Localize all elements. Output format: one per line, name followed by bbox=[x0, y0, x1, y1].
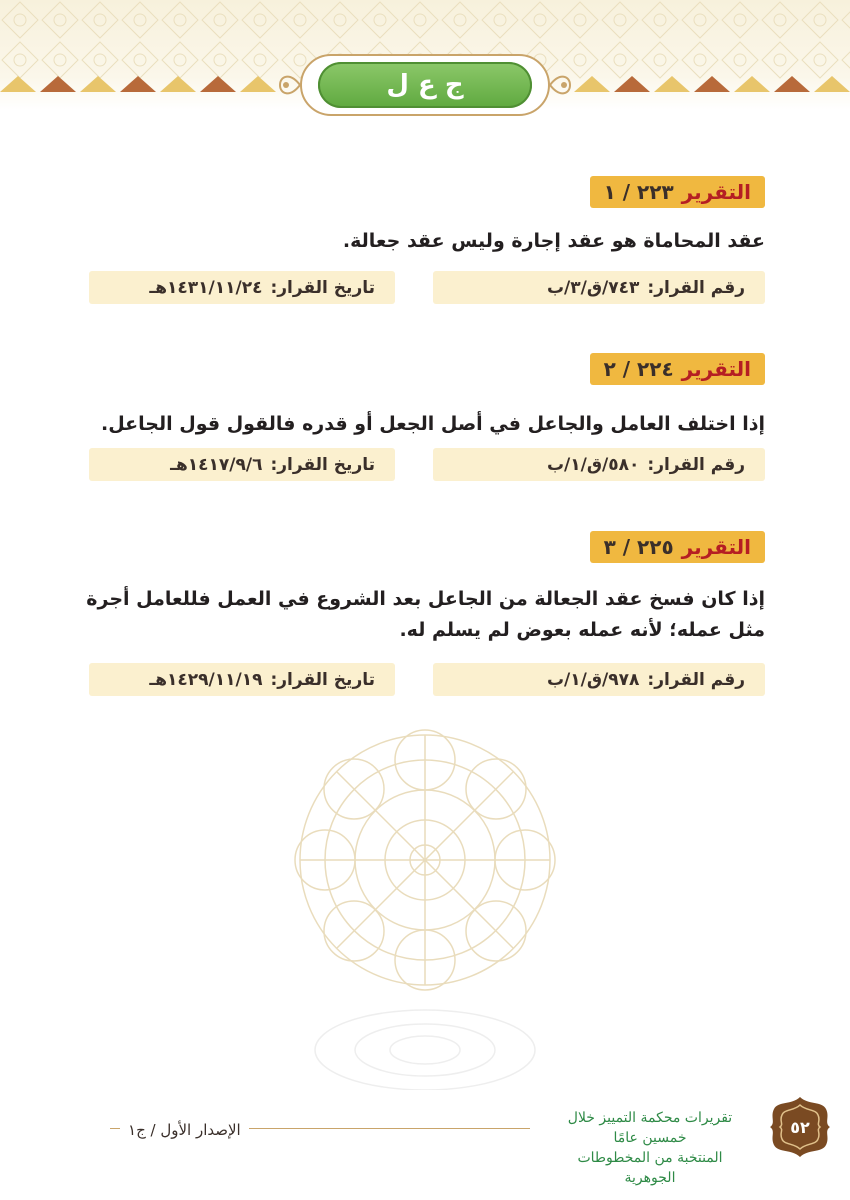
report-label-word: التقرير bbox=[681, 535, 751, 559]
decision-date-label: تاريخ القرار: bbox=[270, 454, 375, 475]
book-title-line-2: المنتخبة من المخطوطات الجوهرية bbox=[577, 1150, 723, 1186]
decision-date-box bbox=[89, 448, 395, 481]
page-number-badge bbox=[768, 1095, 832, 1159]
decision-date-box bbox=[89, 271, 395, 304]
rosette-ornament bbox=[280, 720, 570, 1090]
report-label-word: التقرير bbox=[681, 180, 751, 204]
report-label bbox=[590, 176, 765, 208]
decision-number: ٧٤٣/ق/٣/ب bbox=[546, 277, 640, 298]
decision-number-box bbox=[433, 663, 765, 696]
decision-number: ٩٧٨/ق/١/ب bbox=[546, 669, 640, 690]
footer-edition: الإصدار الأول / ج١ bbox=[120, 1117, 249, 1143]
decision-date-box bbox=[89, 663, 395, 696]
footer-book-title bbox=[550, 1108, 750, 1188]
right-ornament-icon bbox=[548, 70, 574, 100]
left-ornament-icon bbox=[276, 70, 302, 100]
book-title-line-1: تقريرات محكمة التمييز خلال خمسين عامًا bbox=[567, 1110, 733, 1146]
decision-number: ٥٨٠/ق/١/ب bbox=[546, 454, 640, 475]
page-number: ٥٢ bbox=[790, 1118, 810, 1137]
report-text: عقد المحاماة هو عقد إجارة وليس عقد جعالة. bbox=[342, 230, 765, 252]
page-title: ج ع ل bbox=[318, 62, 532, 108]
decision-number-label: رقم القرار: bbox=[647, 277, 745, 298]
decision-date-label: تاريخ القرار: bbox=[270, 669, 375, 690]
report-label-number: ٢٢٣ / ١ bbox=[603, 180, 674, 204]
decision-date: ١٤١٧/٩/٦هـ bbox=[170, 454, 263, 475]
decision-number-box bbox=[433, 271, 765, 304]
decision-number-label: رقم القرار: bbox=[647, 454, 745, 475]
decision-date: ١٤٢٩/١١/١٩هـ bbox=[149, 669, 263, 690]
decision-number-label: رقم القرار: bbox=[647, 669, 745, 690]
decision-date: ١٤٣١/١١/٢٤هـ bbox=[149, 277, 263, 298]
decision-number-box bbox=[433, 448, 765, 481]
report-label bbox=[590, 531, 765, 563]
report-label-number: ٢٢٤ / ٢ bbox=[603, 357, 674, 381]
report-text: إذا اختلف العامل والجاعل في أصل الجعل أو قدره فالقول قول الجاعل. bbox=[101, 413, 765, 435]
report-label-word: التقرير bbox=[681, 357, 751, 381]
report-text: إذا كان فسخ عقد الجعالة من الجاعل بعد الشروع في العمل فللعامل أجرة مثل عمله؛ لأنه عمله بعوض لم يسلم له. bbox=[86, 588, 765, 641]
report-label bbox=[590, 353, 765, 385]
report-label-number: ٢٢٥ / ٣ bbox=[603, 535, 674, 559]
decision-date-label: تاريخ القرار: bbox=[270, 277, 375, 298]
